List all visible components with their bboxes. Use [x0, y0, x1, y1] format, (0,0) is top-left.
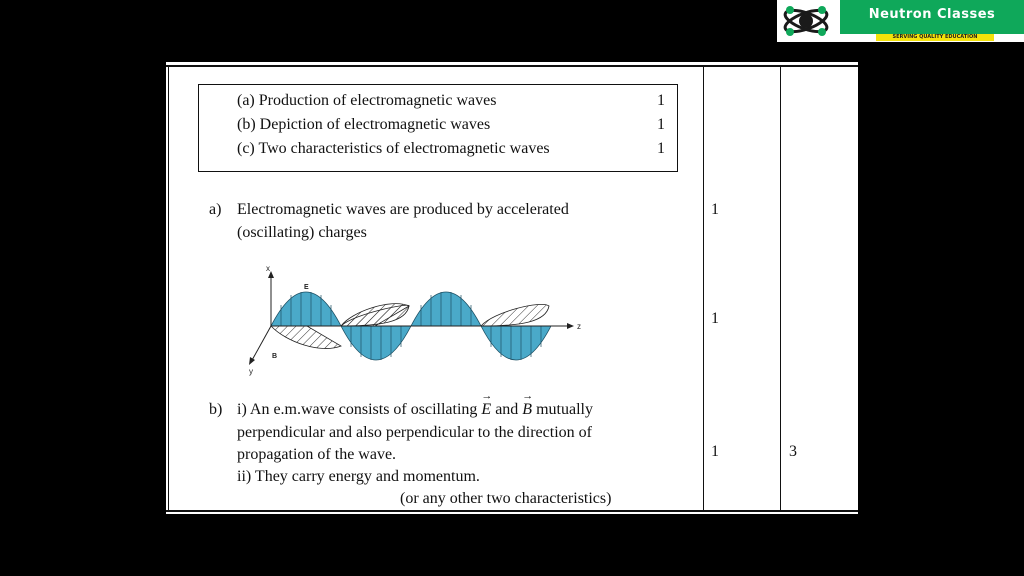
axis-x-label: x [266, 264, 270, 273]
table-bottom-rule [166, 510, 858, 512]
b-field-label: B [272, 353, 278, 360]
diagram-mark: 1 [711, 310, 719, 327]
brand-name: Neutron Classes [868, 7, 996, 22]
table-left-border [168, 65, 169, 512]
answer-b-line [237, 401, 593, 419]
answer-a-line: Electromagnetic waves are produced by accelerated [237, 201, 569, 218]
e-field-lobe [271, 292, 341, 326]
answer-a-line: (oscillating) charges [237, 224, 367, 241]
y-axis-arrow [249, 357, 255, 365]
topic-mark: 1 [657, 116, 665, 133]
answer-b-text: mutually [536, 401, 593, 418]
answer-b-and: and [495, 401, 519, 418]
y-axis-line [251, 326, 271, 362]
marking-scheme-box [198, 84, 678, 172]
answer-b-index: b) [209, 401, 223, 418]
topic-label: (a) Production of electromagnetic waves [237, 92, 497, 109]
z-axis-arrow [567, 323, 574, 329]
topic-label: (c) Two characteristics of electromagnetic waves [237, 140, 550, 157]
column-divider-total [780, 65, 781, 512]
atom-logo-icon [778, 1, 836, 41]
e-field-lobe [481, 326, 551, 360]
answer-a-mark: 1 [711, 201, 719, 218]
answer-b-line: propagation of the wave. [237, 446, 397, 463]
brand-tagline: SERVING QUALITY EDUCATION [876, 34, 994, 41]
answer-b-line: (or any other two characteristics) [400, 490, 612, 507]
answer-b-text: i) An e.m.wave consists of oscillating [237, 401, 478, 418]
answer-b-line: ii) They carry energy and momentum. [237, 468, 480, 485]
vector-e: → E [481, 401, 491, 418]
e-field-lobe [411, 292, 481, 326]
topic-mark: 1 [657, 92, 665, 109]
column-divider-marks [703, 65, 704, 512]
answer-b-line: perpendicular and also perpendicular to the direction of [237, 424, 592, 441]
b-field-lobe [271, 326, 341, 349]
b-field-lobe [481, 304, 549, 326]
em-wave-diagram [241, 262, 581, 377]
axis-y-label: y [249, 367, 253, 376]
axis-z-label: z [577, 322, 581, 331]
answer-sheet [166, 62, 858, 514]
e-field-lobe [341, 326, 411, 360]
topic-label: (b) Depiction of electromagnetic waves [237, 116, 491, 133]
answer-a-index: a) [209, 201, 222, 218]
e-field-label: E [304, 284, 309, 291]
vector-b: → B [522, 401, 532, 418]
answer-b-mark: 1 [711, 443, 719, 460]
topic-mark: 1 [657, 140, 665, 157]
table-top-rule [166, 65, 858, 67]
total-mark: 3 [789, 443, 797, 460]
